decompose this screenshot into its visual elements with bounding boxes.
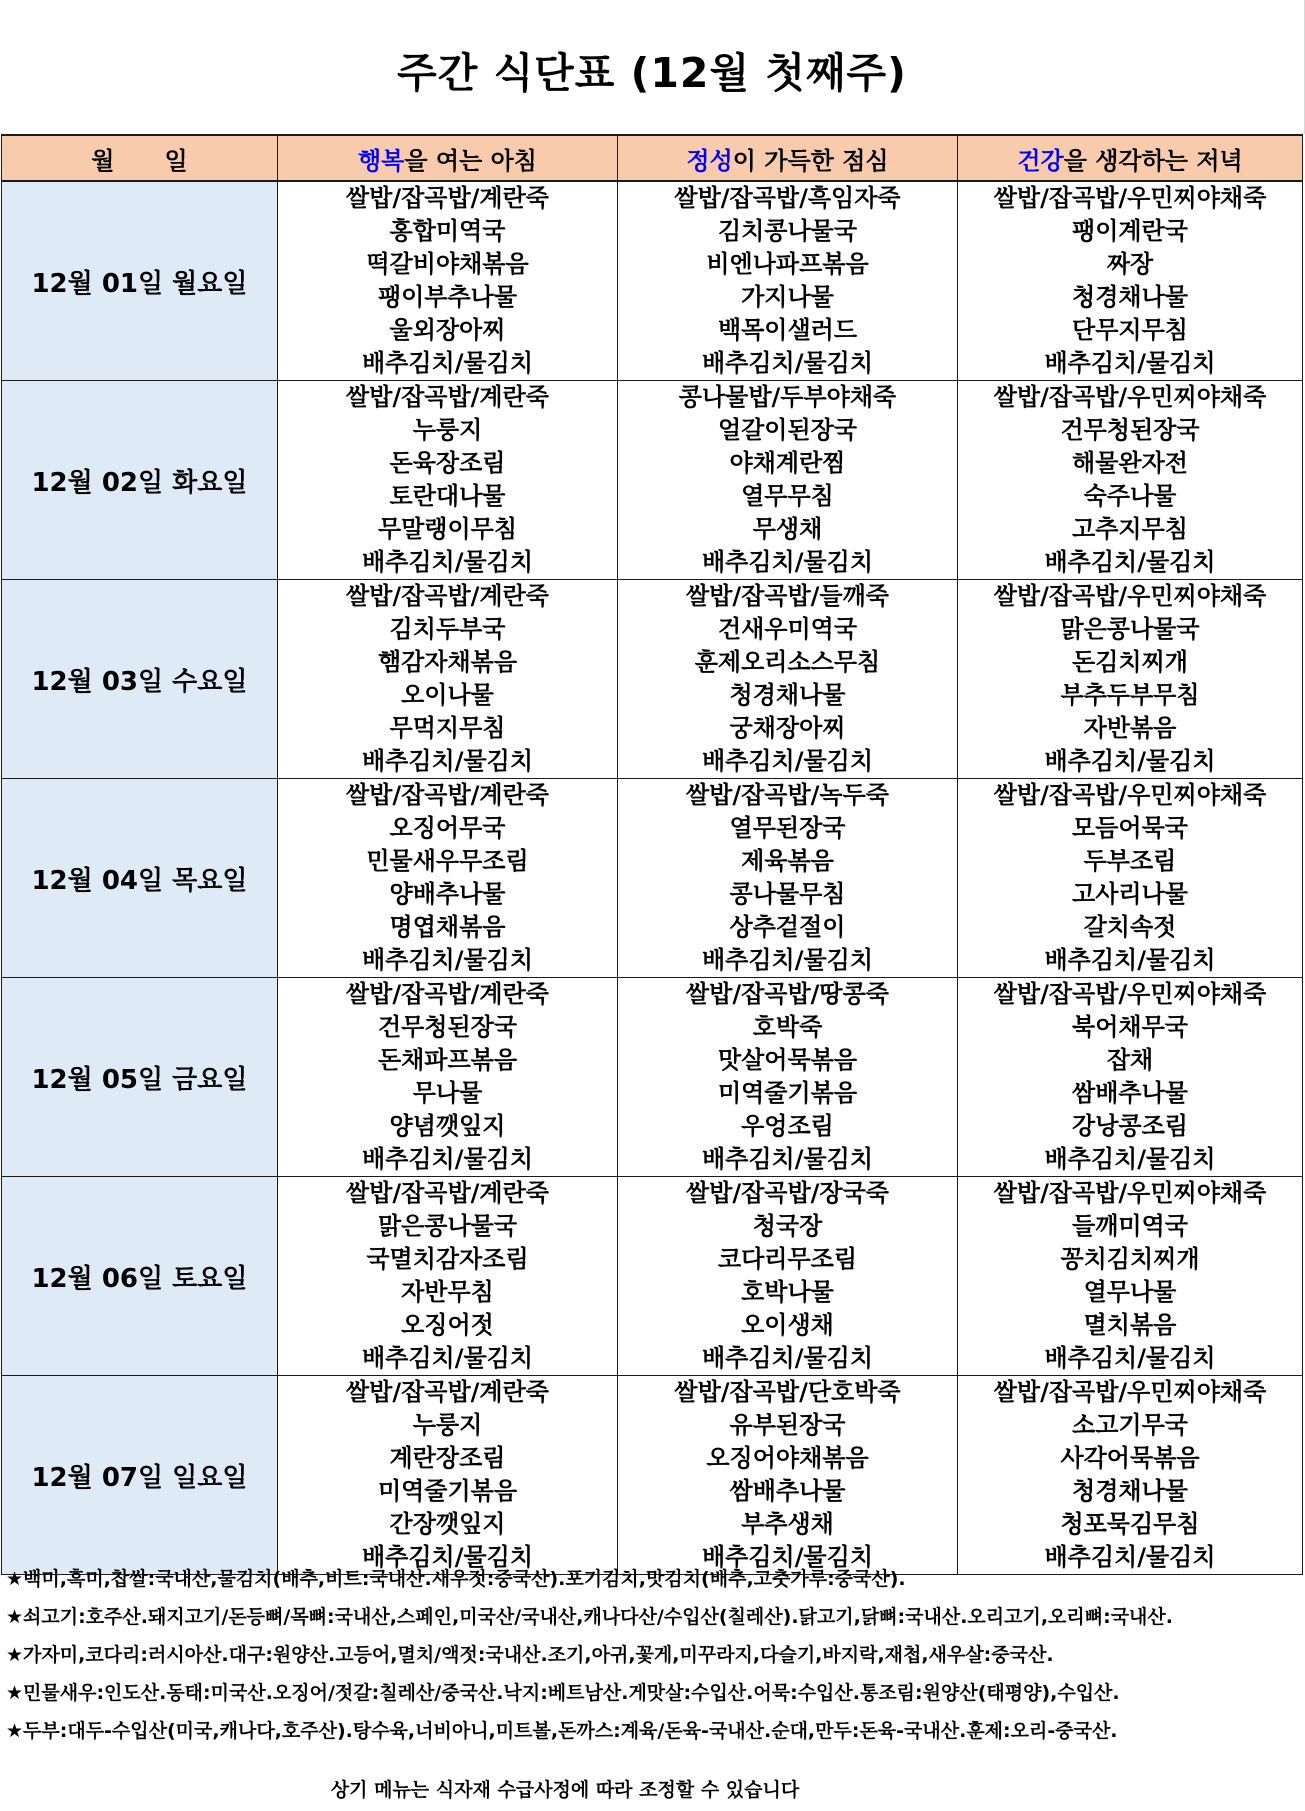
breakfast-item: 쌀밥/잡곡밥/계란죽: [345, 980, 549, 1008]
breakfast-item: 배추김치/물김치: [361, 349, 534, 377]
breakfast-cell: [278, 1177, 618, 1376]
dinner-item: 자반볶음: [1083, 714, 1177, 742]
dinner-item: 꽁치김치찌개: [1060, 1245, 1200, 1273]
lunch-column-header: [618, 135, 958, 181]
breakfast-item: 국멸치감자조림: [366, 1245, 529, 1273]
day-row: [2, 779, 1303, 978]
breakfast-item: 자반무침: [401, 1278, 494, 1306]
lunch-cell: [618, 1177, 958, 1376]
dinner-highlight: 건강: [1017, 146, 1064, 175]
dinner-item: 사각어묵볶음: [1060, 1444, 1200, 1472]
dinner-header-text: 을 생각하는 저녁: [1063, 146, 1243, 175]
breakfast-item: 건무청된장국: [377, 1013, 518, 1041]
breakfast-item: 오징어무국: [389, 814, 506, 842]
day-date: 12월 06일 토요일: [2, 1177, 278, 1376]
lunch-item: 유부된장국: [729, 1411, 846, 1439]
breakfast-item: 무말랭이무침: [377, 515, 518, 543]
dinner-item: 청경채나물: [1072, 1477, 1188, 1505]
dinner-item: 쌀밥/잡곡밥/우민찌야채죽: [993, 582, 1267, 610]
footer-notice: 상기 메뉴는 식자재 수급사정에 따라 조정할 수 있습니다: [330, 1779, 800, 1801]
dinner-item: 배추김치/물김치: [1044, 548, 1216, 576]
dinner-item: 열무나물: [1083, 1278, 1177, 1306]
dinner-item: 강낭콩조림: [1072, 1112, 1188, 1140]
dinner-item: 북어채무국: [1072, 1013, 1188, 1041]
lunch-item: 얼갈이된장국: [717, 416, 858, 444]
dinner-item: 멸치볶음: [1083, 1311, 1177, 1339]
breakfast-column-header: [278, 135, 618, 181]
lunch-header-text: 이 가득한 점심: [732, 146, 889, 175]
page-title: 주간 식단표 (12월 첫째주): [397, 49, 907, 97]
lunch-item: 배추김치/물김치: [701, 747, 874, 775]
origin-note: ★두부:대두-수입산(미국,캐나다,호주산).탕수육,너비아니,미트볼,돈까스:계육/돈육-국내산.순대,만두:돈육-국내산.훈제:오리-중국산.: [6, 1720, 1118, 1742]
lunch-item: 배추김치/물김치: [701, 1543, 874, 1571]
breakfast-item: 민물새우무조림: [366, 847, 529, 875]
dinner-item: 쌈배추나물: [1072, 1079, 1188, 1107]
dinner-cell: [958, 779, 1303, 978]
dinner-item: 모듬어묵국: [1072, 814, 1188, 842]
dinner-item: 쌀밥/잡곡밥/우민찌야채죽: [993, 184, 1267, 212]
dinner-column-header: [958, 135, 1303, 181]
dinner-item: 고추지무침: [1072, 515, 1188, 543]
breakfast-item: 배추김치/물김치: [361, 1344, 534, 1372]
day-date: 12월 04일 목요일: [2, 779, 278, 978]
breakfast-item: 돈육장조림: [389, 449, 506, 477]
breakfast-header-text: 을 여는 아침: [404, 146, 537, 175]
lunch-item: 쌀밥/잡곡밥/녹두죽: [685, 781, 889, 809]
breakfast-item: 오징어젓: [401, 1311, 494, 1339]
lunch-item: 미역줄기볶음: [717, 1079, 858, 1107]
weekly-menu-table: [1, 134, 1303, 1575]
dinner-item: 쌀밥/잡곡밥/우민찌야채죽: [993, 383, 1267, 411]
dinner-cell: [958, 1376, 1303, 1575]
day-row: [2, 1376, 1303, 1575]
breakfast-item: 햄감자채볶음: [377, 648, 518, 676]
lunch-cell: [618, 978, 958, 1177]
day-row: [2, 1177, 1303, 1376]
dinner-item: 팽이계란국: [1072, 217, 1188, 245]
lunch-item: 쌀밥/잡곡밥/땅콩죽: [685, 980, 889, 1008]
lunch-item: 배추김치/물김치: [701, 349, 874, 377]
lunch-item: 쌈배추나물: [729, 1477, 846, 1505]
breakfast-item: 팽이부추나물: [377, 283, 518, 311]
day-row: [2, 181, 1303, 381]
dinner-item: 부추두부무침: [1060, 681, 1200, 709]
lunch-item: 비엔나파프볶음: [706, 250, 869, 278]
dinner-item: 해물완자전: [1072, 449, 1188, 477]
dinner-item: 두부조림: [1083, 847, 1177, 875]
breakfast-item: 무먹지무침: [389, 714, 506, 742]
dinner-item: 잡채: [1106, 1046, 1154, 1074]
breakfast-item: 울외장아찌: [389, 316, 506, 344]
lunch-item: 훈제오리소스무침: [694, 648, 881, 676]
dinner-item: 쌀밥/잡곡밥/우민찌야채죽: [993, 781, 1267, 809]
breakfast-item: 미역줄기볶음: [377, 1477, 518, 1505]
lunch-item: 열무무침: [741, 482, 834, 510]
dinner-item: 짜장: [1106, 250, 1154, 278]
breakfast-item: 무나물: [412, 1079, 483, 1107]
day-date: 12월 07일 일요일: [2, 1376, 278, 1575]
day-date: 12월 01일 월요일: [2, 181, 278, 381]
lunch-item: 김치콩나물국: [717, 217, 858, 245]
breakfast-item: 명엽채볶음: [389, 913, 506, 941]
breakfast-item: 양배추나물: [389, 880, 506, 908]
header-row: [2, 135, 1303, 181]
dinner-cell: [958, 181, 1303, 381]
dinner-item: 건무청된장국: [1060, 416, 1200, 444]
dinner-item: 고사리나물: [1072, 880, 1188, 908]
origin-notes: [6, 1560, 1296, 1750]
breakfast-cell: [278, 779, 618, 978]
breakfast-item: 홍합미역국: [389, 217, 506, 245]
lunch-item: 쌀밥/잡곡밥/단호박죽: [674, 1378, 901, 1406]
lunch-item: 쌀밥/잡곡밥/장국죽: [685, 1179, 889, 1207]
lunch-item: 궁채장아찌: [729, 714, 846, 742]
dinner-item: 돈김치찌개: [1072, 648, 1188, 676]
dinner-item: 쌀밥/잡곡밥/우민찌야채죽: [993, 980, 1267, 1008]
dinner-item: 쌀밥/잡곡밥/우민찌야채죽: [993, 1179, 1267, 1207]
breakfast-item: 배추김치/물김치: [361, 1145, 534, 1173]
dinner-item: 배추김치/물김치: [1044, 1145, 1216, 1173]
breakfast-item: 쌀밥/잡곡밥/계란죽: [345, 781, 549, 809]
lunch-item: 무생채: [752, 515, 823, 543]
lunch-item: 호박죽: [752, 1013, 823, 1041]
dinner-item: 숙주나물: [1083, 482, 1177, 510]
day-date: 12월 05일 금요일: [2, 978, 278, 1177]
breakfast-item: 누룽지: [412, 416, 483, 444]
lunch-item: 상추겉절이: [729, 913, 846, 941]
lunch-item: 맛살어묵볶음: [717, 1046, 858, 1074]
lunch-item: 가지나물: [741, 283, 834, 311]
lunch-item: 청경채나물: [729, 681, 846, 709]
day-row: [2, 381, 1303, 580]
lunch-cell: [618, 181, 958, 381]
breakfast-item: 떡갈비야채볶음: [366, 250, 529, 278]
breakfast-cell: [278, 1376, 618, 1575]
breakfast-item: 쌀밥/잡곡밥/계란죽: [345, 1378, 549, 1406]
date-column-header: 월 일: [2, 135, 278, 181]
dinner-item: 쌀밥/잡곡밥/우민찌야채죽: [993, 1378, 1267, 1406]
breakfast-item: 맑은콩나물국: [377, 1212, 518, 1240]
breakfast-item: 김치두부국: [389, 615, 506, 643]
lunch-item: 건새우미역국: [717, 615, 858, 643]
lunch-item: 백목이샐러드: [717, 316, 858, 344]
lunch-cell: [618, 381, 958, 580]
lunch-item: 오이생채: [741, 1311, 834, 1339]
dinner-item: 들깨미역국: [1072, 1212, 1188, 1240]
lunch-item: 배추김치/물김치: [701, 548, 874, 576]
breakfast-item: 배추김치/물김치: [361, 946, 534, 974]
lunch-item: 쌀밥/잡곡밥/흑임자죽: [674, 184, 901, 212]
breakfast-item: 배추김치/물김치: [361, 1543, 534, 1571]
breakfast-item: 쌀밥/잡곡밥/계란죽: [345, 383, 549, 411]
dinner-cell: [958, 978, 1303, 1177]
lunch-item: 콩나물밥/두부야채죽: [678, 383, 897, 411]
breakfast-cell: [278, 978, 618, 1177]
day-date: 12월 03일 수요일: [2, 580, 278, 779]
lunch-item: 콩나물무침: [729, 880, 846, 908]
dinner-item: 맑은콩나물국: [1060, 615, 1200, 643]
breakfast-item: 양념깻잎지: [389, 1112, 506, 1140]
lunch-item: 배추김치/물김치: [701, 1344, 874, 1372]
breakfast-item: 계란장조림: [389, 1444, 506, 1472]
origin-note: ★민물새우:인도산.동태:미국산.오징어/젓갈:칠레산/중국산.낙지:베트남산.게맛살:수입산.어묵:수입산.통조림:원양산(태평양),수입산.: [6, 1682, 1120, 1704]
dinner-item: 소고기무국: [1072, 1411, 1188, 1439]
lunch-highlight: 정성: [686, 146, 733, 175]
breakfast-cell: [278, 381, 618, 580]
lunch-item: 부추생채: [741, 1510, 834, 1538]
breakfast-highlight: 행복: [357, 146, 405, 175]
day-row: [2, 978, 1303, 1177]
dinner-cell: [958, 580, 1303, 779]
day-row: [2, 580, 1303, 779]
dinner-item: 배추김치/물김치: [1044, 1344, 1216, 1372]
lunch-item: 열무된장국: [729, 814, 846, 842]
lunch-item: 배추김치/물김치: [701, 1145, 874, 1173]
title-area: [0, 0, 1305, 134]
lunch-item: 배추김치/물김치: [701, 946, 874, 974]
lunch-cell: [618, 580, 958, 779]
breakfast-item: 쌀밥/잡곡밥/계란죽: [345, 184, 549, 212]
dinner-item: 배추김치/물김치: [1044, 747, 1216, 775]
breakfast-cell: [278, 580, 618, 779]
lunch-item: 야채계란찜: [729, 449, 846, 477]
lunch-item: 제육볶음: [741, 847, 834, 875]
day-date: 12월 02일 화요일: [2, 381, 278, 580]
breakfast-item: 누룽지: [412, 1411, 483, 1439]
origin-note: ★백미,흑미,찹쌀:국내산,물김치(배추,비트:국내산.새우젓:중국산).포기김치,맛김치(배추,고춧가루:중국산).: [6, 1568, 906, 1590]
breakfast-cell: [278, 181, 618, 381]
origin-note: ★가자미,코다리:러시아산.대구:원양산.고등어,멸치/액젓:국내산.조기,아귀,꽃게,미꾸라지,다슬기,바지락,재첩,새우살:중국산.: [6, 1644, 1054, 1666]
dinner-item: 배추김치/물김치: [1044, 946, 1216, 974]
dinner-cell: [958, 1177, 1303, 1376]
breakfast-item: 배추김치/물김치: [361, 747, 534, 775]
origin-note: ★쇠고기:호주산.돼지고기/돈등뼈/목뼈:국내산,스페인,미국산/국내산,캐나다산/수입산(칠레산).닭고기,닭뼈:국내산.오리고기,오리뼈:국내산.: [6, 1606, 1173, 1628]
breakfast-item: 쌀밥/잡곡밥/계란죽: [345, 582, 549, 610]
lunch-item: 오징어야채볶음: [706, 1444, 869, 1472]
dinner-item: 배추김치/물김치: [1044, 1543, 1216, 1571]
breakfast-item: 쌀밥/잡곡밥/계란죽: [345, 1179, 549, 1207]
lunch-cell: [618, 779, 958, 978]
breakfast-item: 돈채파프볶음: [377, 1046, 518, 1074]
dinner-item: 배추김치/물김치: [1044, 349, 1216, 377]
breakfast-item: 배추김치/물김치: [361, 548, 534, 576]
lunch-cell: [618, 1376, 958, 1575]
dinner-item: 갈치속젓: [1083, 913, 1177, 941]
lunch-item: 우엉조림: [741, 1112, 834, 1140]
breakfast-item: 오이나물: [401, 681, 494, 709]
dinner-item: 단무지무침: [1072, 316, 1188, 344]
lunch-item: 청국장: [752, 1212, 823, 1240]
dinner-item: 청경채나물: [1072, 283, 1188, 311]
dinner-cell: [958, 381, 1303, 580]
lunch-item: 쌀밥/잡곡밥/들깨죽: [685, 582, 889, 610]
lunch-item: 코다리무조림: [717, 1245, 858, 1273]
breakfast-item: 토란대나물: [389, 482, 506, 510]
dinner-item: 청포묵김무침: [1060, 1510, 1200, 1538]
breakfast-item: 간장깻잎지: [389, 1510, 506, 1538]
lunch-item: 호박나물: [741, 1278, 834, 1306]
